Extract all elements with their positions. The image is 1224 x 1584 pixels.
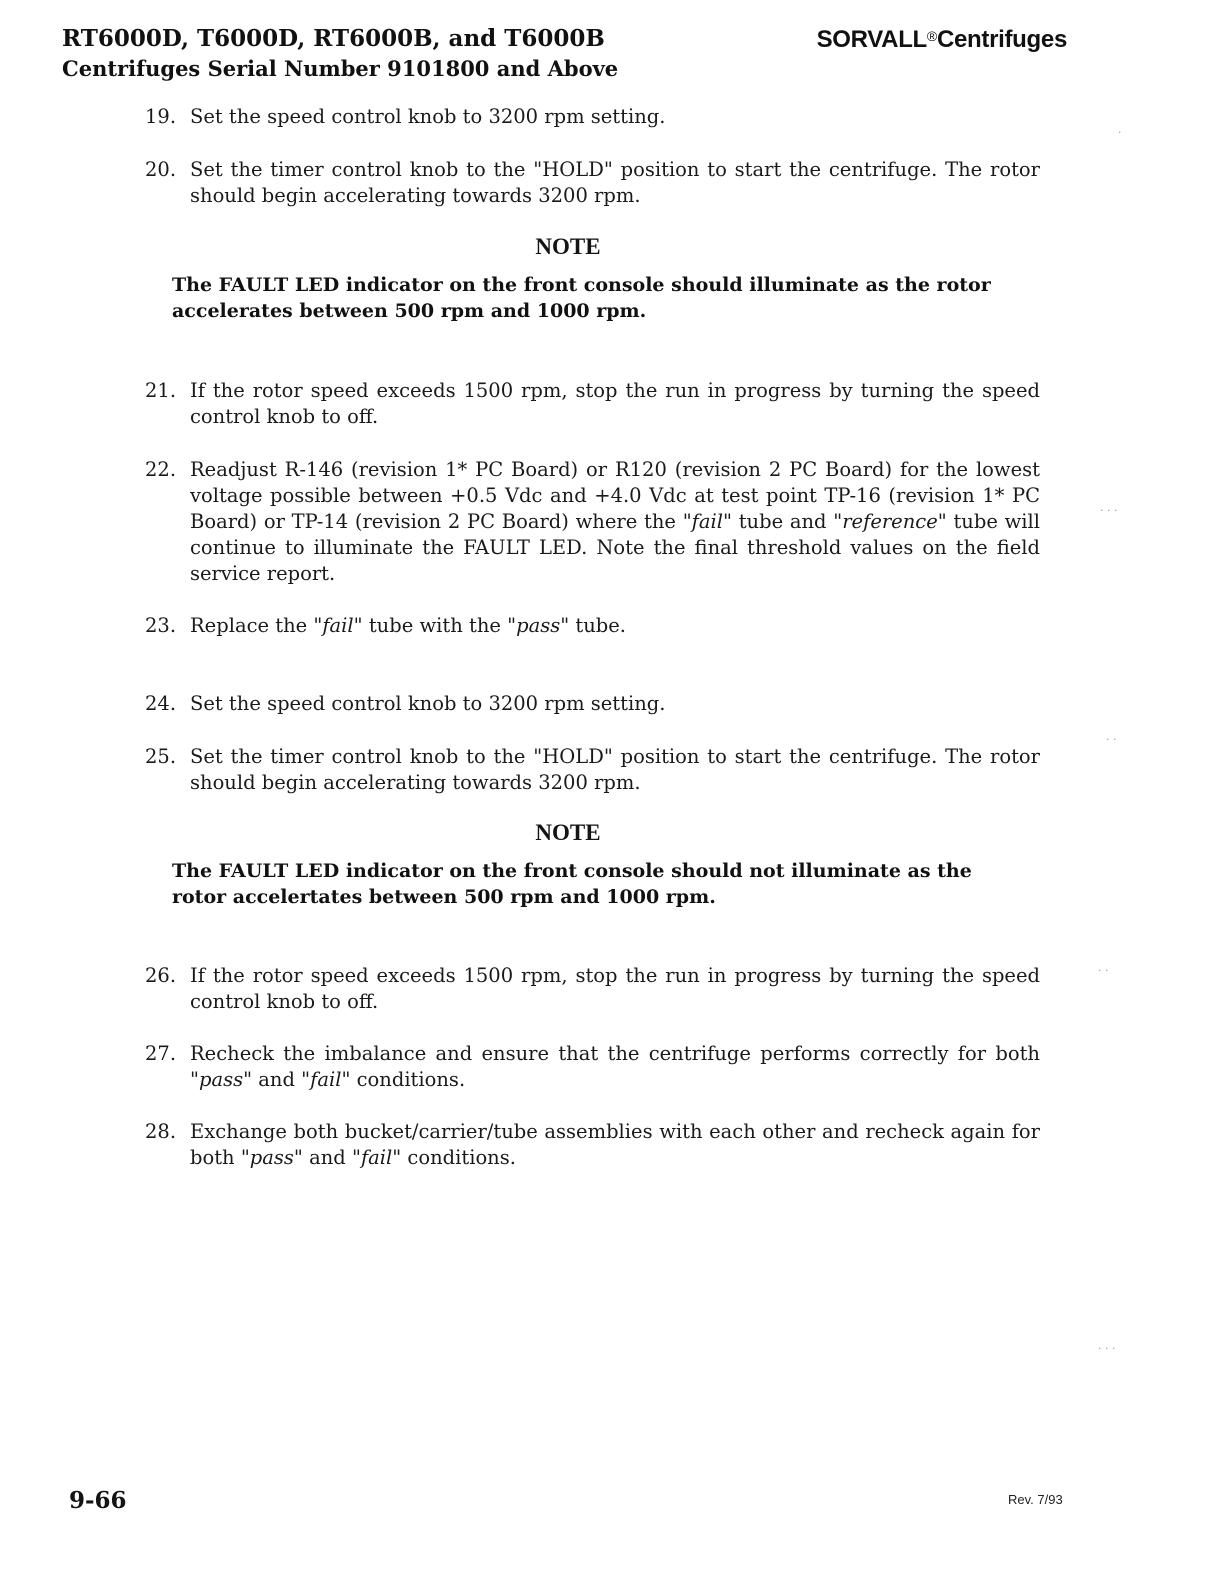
- step-item: [145, 963, 1040, 1015]
- step-number: 27.: [145, 1042, 177, 1065]
- step-number: 26.: [145, 964, 177, 987]
- title-line-2: Centrifuges Serial Number 9101800 and Above: [62, 56, 619, 81]
- step-text: Recheck the imbalance and ensure that the centrifuge performs correctly for both "pass" and "fail" conditions.: [190, 1042, 1040, 1091]
- scan-speck: · · ·: [1098, 1342, 1116, 1355]
- step-text: If the rotor speed exceeds 1500 rpm, stop the run in progress by turning the speed control knob to off.: [190, 379, 1040, 428]
- step-number: 21.: [145, 379, 177, 402]
- note-text: The FAULT LED indicator on the front console should not illuminate as the rotor accelertates between 500 rpm and 1000 rpm.: [172, 860, 972, 908]
- note-heading: NOTE: [535, 820, 601, 845]
- step-item: [145, 378, 1040, 430]
- step-number: 19.: [145, 105, 177, 128]
- step-item: [145, 1041, 1040, 1093]
- step-number: 20.: [145, 158, 177, 181]
- title-line-1: RT6000D, T6000D, RT6000B, and T6000B: [62, 25, 605, 52]
- step-item: [145, 1119, 1040, 1171]
- step-text: Set the speed control knob to 3200 rpm setting.: [190, 692, 666, 715]
- step-item: [145, 613, 1040, 639]
- step-number: 23.: [145, 614, 177, 637]
- step-item: [145, 457, 1040, 587]
- revision-date: Rev. 7/93: [1008, 1492, 1063, 1507]
- page-number: 9-66: [69, 1487, 127, 1514]
- brand-suffix: Centrifuges: [936, 26, 1067, 53]
- scan-speck: · · ·: [1100, 504, 1118, 517]
- step-text: Readjust R-146 (revision 1* PC Board) or R120 (revision 2 PC Board) for the lowest voltage possible between +0.5 Vdc and +4.0 Vdc at test point TP-16 (revision 1* PC Board) or TP-14 (revision 2 PC Board) where the "fail" tube and "reference" tube will continue to illuminate the FAULT LED. Note the final threshold values on the field service report.: [190, 458, 1041, 585]
- scan-speck: · ·: [1106, 733, 1117, 746]
- brand-header: [817, 26, 1067, 54]
- step-text: If the rotor speed exceeds 1500 rpm, stop the run in progress by turning the speed control knob to off.: [190, 964, 1040, 1013]
- scan-speck: ·: [1118, 126, 1122, 139]
- step-number: 28.: [145, 1120, 177, 1143]
- step-text: Set the speed control knob to 3200 rpm setting.: [190, 105, 666, 128]
- step-text: Set the timer control knob to the "HOLD" position to start the centrifuge. The rotor should begin accelerating towards 3200 rpm.: [190, 745, 1040, 794]
- note-heading: NOTE: [535, 234, 601, 259]
- step-item: [145, 744, 1040, 796]
- document-title: [62, 24, 618, 84]
- step-item: [145, 157, 1040, 209]
- step-item: [145, 104, 1040, 130]
- step-number: 24.: [145, 692, 177, 715]
- step-item: [145, 691, 1040, 717]
- note-text: The FAULT LED indicator on the front console should illuminate as the rotor accelerates between 500 rpm and 1000 rpm.: [172, 274, 991, 322]
- step-text: Exchange both bucket/carrier/tube assemblies with each other and recheck again for both "pass" and "fail" conditions.: [190, 1120, 1040, 1169]
- step-number: 22.: [145, 458, 177, 481]
- brand-name: SORVALL: [816, 26, 927, 53]
- step-text: Set the timer control knob to the "HOLD" position to start the centrifuge. The rotor should begin accelerating towards 3200 rpm.: [190, 158, 1040, 207]
- step-text: Replace the "fail" tube with the "pass" tube.: [190, 614, 627, 637]
- scan-speck: · ·: [1098, 964, 1109, 977]
- registered-mark: ®: [926, 28, 937, 44]
- step-number: 25.: [145, 745, 177, 768]
